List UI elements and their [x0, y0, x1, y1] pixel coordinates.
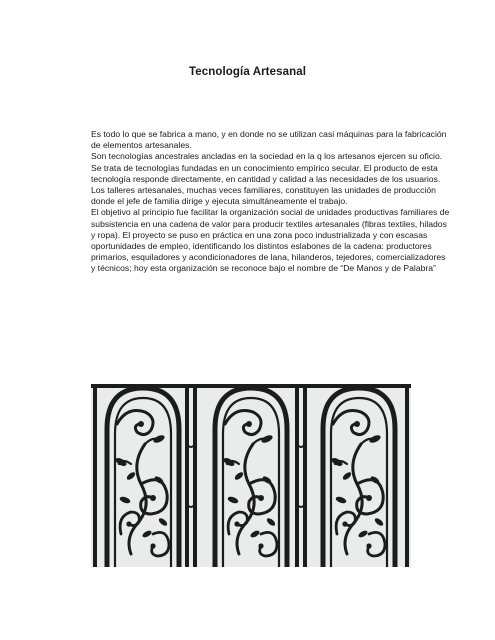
page-title: Tecnología Artesanal — [188, 66, 307, 78]
body-text — [91, 129, 451, 275]
paragraph-3: El objetivo al principio fue facilitar la organización social de unidades productivas familiares de subsistencia en una cadena de valor para producir textiles artesanales (fibras textiles, hilados y ropa). El proyecto se puso en práctica en una zona poco industrializada y con escasas oportunidades de empleo, identificando los distintos eslabones de la cadena: productores primarios, esquiladores y acondicionadores de lana, hilanderos, tejedores, comercializadores y técnicos; hoy esta organización se reconoce bajo el nombre de “De Manos y de Palabra” — [91, 207, 450, 274]
wrought-iron-gate-image — [91, 384, 411, 567]
paragraph-2: Son tecnologías ancestrales ancladas en la sociedad en la q los artesanos ejercen su oficio. Se trata de tecnologías fundadas en un conocimiento empírico secular. El producto de esta tecnología responde directamente, en cantidad y calidad a las necesidades de los usuarios. Los talleres artesanales, muchas veces familiares, constituyen las unidades de producción donde el jefe de familia dirige y ejecuta simultáneamente el trabajo. — [91, 151, 443, 207]
paragraph-1: Es todo lo que se fabrica a mano, y en donde no se utilizan casi máquinas para la fabricación de elementos artesanales. — [91, 129, 447, 151]
